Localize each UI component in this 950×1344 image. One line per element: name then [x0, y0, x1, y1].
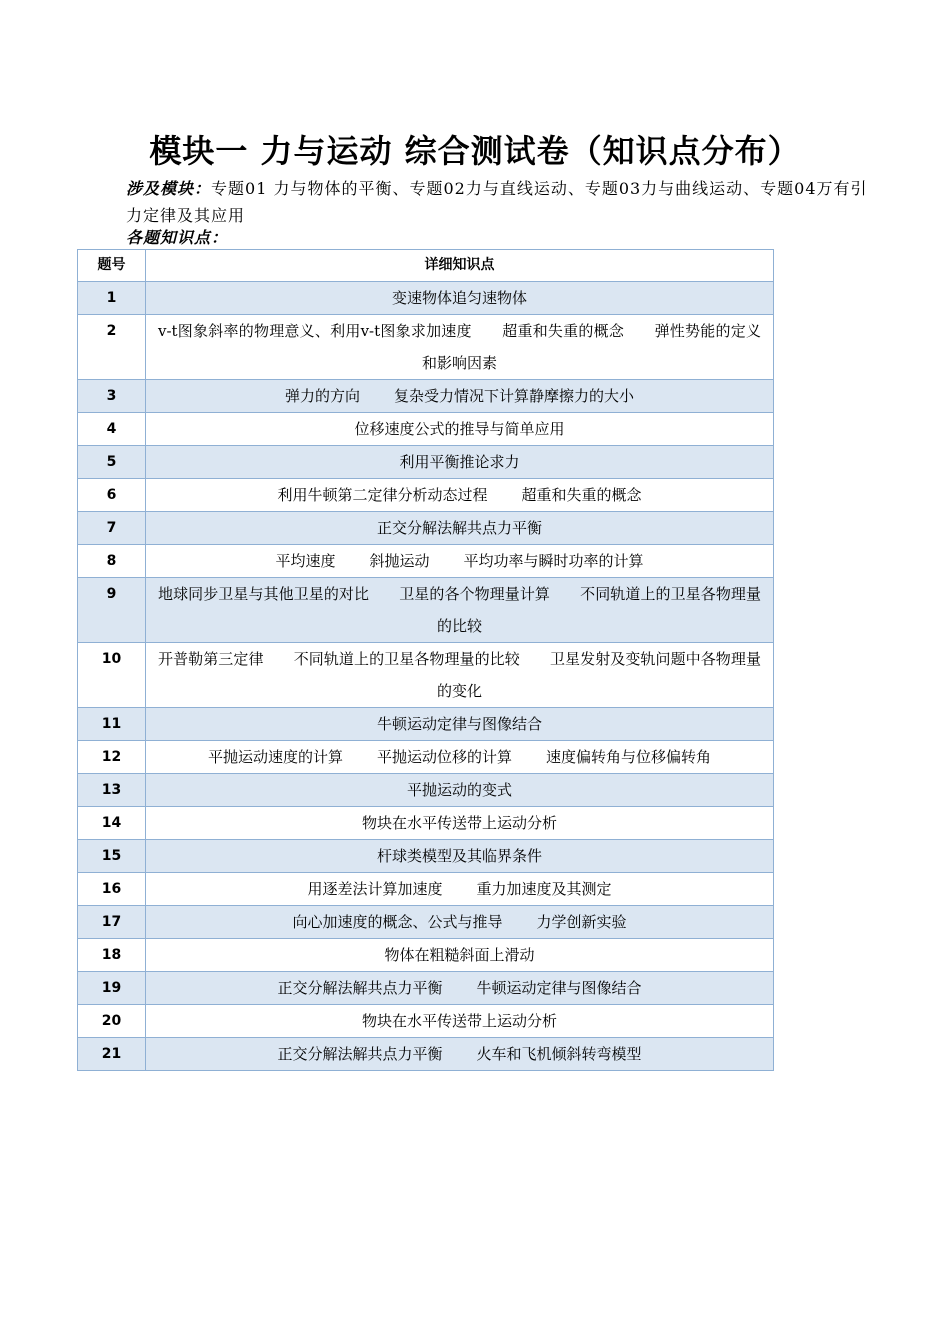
knowledge-point: 平抛运动速度的计算	[207, 748, 343, 766]
knowledge-points	[146, 873, 774, 906]
table-row	[78, 873, 774, 906]
knowledge-points	[146, 413, 774, 446]
knowledge-points	[146, 708, 774, 741]
knowledge-point: 重力加速度及其测定	[476, 880, 612, 898]
knowledge-point: 牛顿运动定律与图像结合	[476, 979, 642, 997]
knowledge-point: 牛顿运动定律与图像结合	[376, 715, 542, 733]
knowledge-point: 平均速度	[275, 552, 336, 570]
knowledge-point: 不同轨道上的卫星各物理量的比较	[436, 585, 761, 635]
knowledge-points	[146, 1038, 774, 1071]
knowledge-points	[146, 906, 774, 939]
question-number: 1	[78, 282, 146, 315]
knowledge-point: 利用平衡推论求力	[399, 453, 520, 471]
knowledge-point: 斜抛运动	[369, 552, 430, 570]
knowledge-point: 正交分解法解共点力平衡	[376, 519, 542, 537]
knowledge-point: 平抛运动的变式	[406, 781, 512, 799]
question-number: 8	[78, 545, 146, 578]
table-row	[78, 807, 774, 840]
question-number: 6	[78, 479, 146, 512]
knowledge-points	[146, 774, 774, 807]
knowledge-point: 物体在粗糙斜面上滑动	[384, 946, 535, 964]
question-number: 21	[78, 1038, 146, 1071]
point-separator	[550, 585, 580, 603]
point-separator	[472, 322, 502, 340]
question-number: 11	[78, 708, 146, 741]
table-row	[78, 972, 774, 1005]
knowledge-points	[146, 807, 774, 840]
question-number: 12	[78, 741, 146, 774]
knowledge-point: 弹性势能的定义和影响因素	[421, 322, 761, 372]
knowledge-points	[146, 578, 774, 643]
knowledge-point: 超重和失重的概念	[521, 486, 642, 504]
knowledge-point: 速度偏转角与位移偏转角	[546, 748, 712, 766]
question-number: 18	[78, 939, 146, 972]
knowledge-point: 物块在水平传送带上运动分析	[361, 814, 557, 832]
knowledge-point: 卫星发射及变轨问题中各物理量的变化	[436, 650, 761, 700]
point-separator	[369, 585, 399, 603]
table-row	[78, 380, 774, 413]
knowledge-point: 超重和失重的概念	[502, 322, 625, 340]
knowledge-point: 利用牛顿第二定律分析动态过程	[277, 486, 488, 504]
table-row	[78, 643, 774, 708]
knowledge-point: 不同轨道上的卫星各物理量的比较	[293, 650, 520, 668]
modules-paragraph	[88, 175, 868, 229]
knowledge-point: 力学创新实验	[536, 913, 627, 931]
modules-text: 专题01 力与物体的平衡、专题02力与直线运动、专题03力与曲线运动、专题04万有引力定律及其应用	[126, 179, 868, 225]
table-row	[78, 774, 774, 807]
knowledge-point: 地球同步卫星与其他卫星的对比	[158, 585, 370, 603]
knowledge-points	[146, 315, 774, 380]
knowledge-point: v-t图象斜率的物理意义、利用v-t图象求加速度	[158, 322, 472, 340]
knowledge-points	[146, 643, 774, 708]
table-row	[78, 413, 774, 446]
question-number: 3	[78, 380, 146, 413]
knowledge-point: 向心加速度的概念、公式与推导	[292, 913, 503, 931]
table-row	[78, 840, 774, 873]
table-row	[78, 479, 774, 512]
knowledge-points	[146, 741, 774, 774]
question-number: 4	[78, 413, 146, 446]
table-row	[78, 282, 774, 315]
table-row	[78, 741, 774, 774]
table-row	[78, 1038, 774, 1071]
table-row	[78, 1005, 774, 1038]
knowledge-points	[146, 840, 774, 873]
knowledge-points	[146, 1005, 774, 1038]
knowledge-point: 正交分解法解共点力平衡	[277, 1045, 443, 1063]
knowledge-point: 物块在水平传送带上运动分析	[361, 1012, 557, 1030]
table-row	[78, 315, 774, 380]
question-number: 10	[78, 643, 146, 708]
knowledge-point: 开普勒第三定律	[158, 650, 264, 668]
knowledge-points	[146, 479, 774, 512]
knowledge-points	[146, 282, 774, 315]
knowledge-points	[146, 972, 774, 1005]
table-header-row	[78, 250, 774, 282]
knowledge-points	[146, 939, 774, 972]
question-number: 15	[78, 840, 146, 873]
table-row	[78, 578, 774, 643]
table-row	[78, 939, 774, 972]
question-number: 5	[78, 446, 146, 479]
table-row	[78, 446, 774, 479]
header-detail: 详细知识点	[146, 250, 774, 282]
modules-label: 涉及模块：	[126, 179, 212, 198]
question-number: 16	[78, 873, 146, 906]
question-number: 2	[78, 315, 146, 380]
point-separator	[520, 650, 550, 668]
knowledge-points	[146, 380, 774, 413]
question-number: 20	[78, 1005, 146, 1038]
page-title: 模块一 力与运动 综合测试卷（知识点分布）	[149, 132, 801, 170]
knowledge-point: 平抛运动位移的计算	[376, 748, 512, 766]
table-row	[78, 906, 774, 939]
knowledge-point: 火车和飞机倾斜转弯模型	[476, 1045, 642, 1063]
question-number: 7	[78, 512, 146, 545]
knowledge-points	[146, 512, 774, 545]
knowledge-points	[146, 446, 774, 479]
knowledge-point: 复杂受力情况下计算静摩擦力的大小	[394, 387, 635, 405]
question-number: 17	[78, 906, 146, 939]
per-question-label: 各题知识点：	[126, 228, 229, 247]
knowledge-point: 正交分解法解共点力平衡	[277, 979, 443, 997]
question-number: 13	[78, 774, 146, 807]
header-question-number: 题号	[78, 250, 146, 282]
knowledge-point: 卫星的各个物理量计算	[399, 585, 550, 603]
knowledge-point: 用逐差法计算加速度	[307, 880, 443, 898]
table-row	[78, 512, 774, 545]
knowledge-point: 变速物体追匀速物体	[391, 289, 527, 307]
question-number: 14	[78, 807, 146, 840]
knowledge-point: 弹力的方向	[284, 387, 360, 405]
question-number: 9	[78, 578, 146, 643]
question-number: 19	[78, 972, 146, 1005]
knowledge-point: 位移速度公式的推导与简单应用	[354, 420, 565, 438]
table-row	[78, 708, 774, 741]
point-separator	[264, 650, 294, 668]
knowledge-point-table	[77, 249, 774, 1071]
knowledge-points	[146, 545, 774, 578]
point-separator	[624, 322, 654, 340]
knowledge-point: 杆球类模型及其临界条件	[376, 847, 542, 865]
knowledge-point: 平均功率与瞬时功率的计算	[463, 552, 644, 570]
table-row	[78, 545, 774, 578]
